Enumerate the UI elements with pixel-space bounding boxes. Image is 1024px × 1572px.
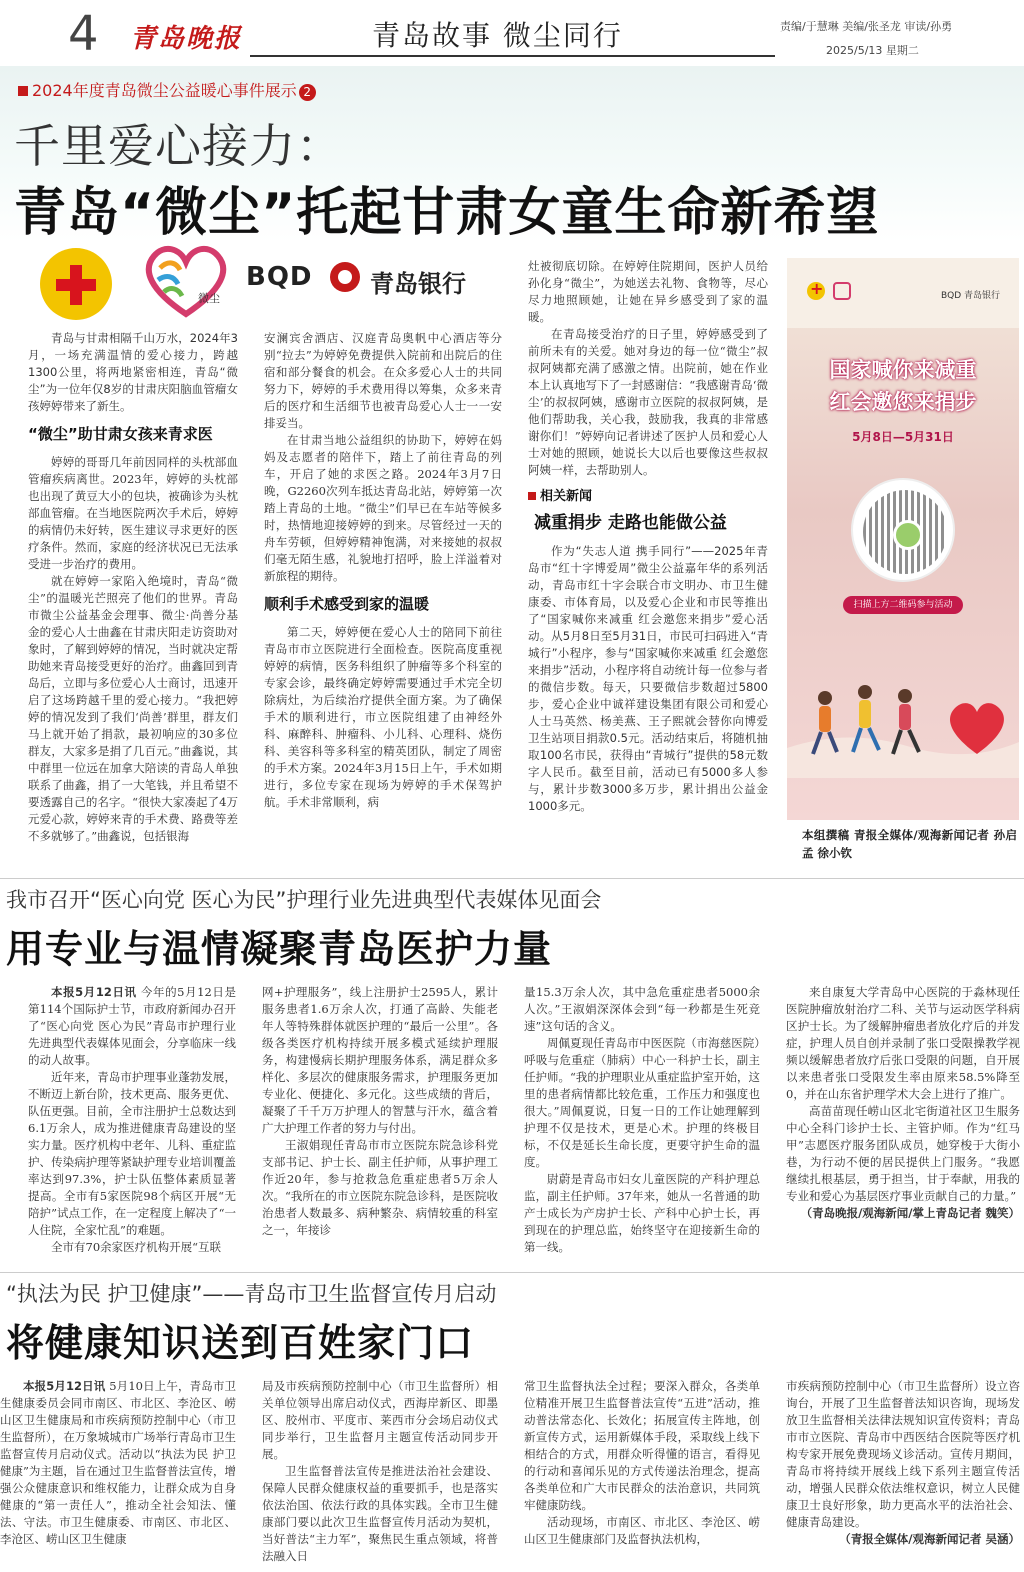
story2-credit: （青岛晚报/观海新闻/掌上青岛记者 魏笑） <box>800 1206 1020 1220</box>
story3-column-2 <box>262 1378 498 1565</box>
paragraph: 在青岛接受治疗的日子里，婷婷感受到了前所未有的关爱。她对身边的每一位“微尘”叔叔阿姨都充满了感激之情。出院前，她在作业本上认真地写下了一封感谢信：“我感谢青岛‘微尘’的叔叔阿姨，感谢市立医院的叔叔阿姨，是他们帮助我，关心我，鼓励我，我真的非常感谢你们！”婷婷向记者讲述了医护人员和爱心人士对她的照顾，她说长大以后也要像这些叔叔阿姨一样，去帮助别人。 <box>528 327 768 477</box>
issue-date: 2025/5/13 星期二 <box>826 44 919 57</box>
column-title: 青岛故事 微尘同行 <box>372 19 623 52</box>
paragraph: 网+护理服务”，线上注册护士2595人，累计服务患者1.6万余人次，打通了高龄、失能老年人等特殊群体就医护理的“最后一公里”。各级各类医疗机构持续开展多模式延续护理服务，构建慢病长期护理服务体系，满足群众多样化、多层次的健康服务需求，护理服务更加专业化、便捷化、多元化。这些成绩的背后，凝聚了千千万万护理人的智慧与汗水，蕴含着广大护理工作者的努力与付出。 <box>262 985 498 1135</box>
paper-logo: 青岛晚报 <box>130 24 243 54</box>
story2-headline: 用专业与温情凝聚青岛医护力量 <box>6 927 553 971</box>
paragraph <box>28 984 236 1069</box>
heart-logo-icon <box>833 282 851 300</box>
section-divider <box>0 1272 1024 1273</box>
series-tag <box>18 78 316 101</box>
paragraph: 尉蔚是青岛市妇女儿童医院的产科护理总监，副主任护师。37年来，她从一名普通的助产士成长为产房护士长、产科中心护士长，再到现在的护理总监，始终坚守在迎接新生命的第一线。 <box>524 1172 760 1254</box>
paragraph: 常卫生监督执法全过程；要深入群众，各类单位精准开展卫生监督普法宣传“五进”活动，推动普法常态化、长效化；拓展宣传主阵地，创新宣传方式，运用新媒体手段，采取线上线下相结合的方式，用群众听得懂的语言，看得见的行动和喜闻乐见的方式传递法治理念，提高各类单位和广大市民群众的法治意识，共同筑牢健康防线。 <box>524 1379 760 1512</box>
story2-column-2 <box>262 984 498 1239</box>
red-cross-icon <box>807 282 825 300</box>
ad-dates: 5月8日—5月31日 <box>852 430 954 444</box>
series-tag-text: 2024年度青岛微尘公益暖心事件展示 <box>32 81 297 100</box>
paragraph-text: 今年的5月12日是第114个国际护士节，市政府新闻办召开了“医心向党 医心为民”青岛市护理行业先进典型代表媒体见面会，分享临床一线的动人故事。 <box>28 985 236 1067</box>
dateline: 本报5月12日讯 <box>23 1379 106 1393</box>
ad-scan-button[interactable]: 扫描上方二维码参与活动 <box>843 596 963 614</box>
weichen-heart-logo-icon <box>140 240 232 320</box>
paragraph: 婷婷的哥哥几年前因同样的头枕部血管瘤疾病离世。2023年，婷婷的头枕部也出现了黄豆大小的包块，被确诊为头枕部血管瘤。在当地医院两次手术后，婷婷的病情仍未好转，医生建议寻求更好的医疗条件。然而，家庭的经济状况已无法承受进一步治疗的费用。 <box>28 455 238 571</box>
paragraph: 就在婷婷一家陷入绝境时，青岛“微尘”的温暖光芒照亮了他们的世界。青岛市微尘公益基金会理事、微尘·尚善分基金的爱心人士曲鑫在甘肃庆阳走访资助对象时，了解到婷婷的情况，当时就决定帮助她来青岛接受更好的治疗。曲鑫回到青岛后，立即与多位爱心人士商讨，迅速开启了这场跨越千里的爱心接力。“我把婷婷的情况发到了我们‘尚善’群里，群友们马上就开始了捐款，最初响应的30多位群友，大家多是捐了几百元。”曲鑫说，其中群里一位远在加拿大陪读的青岛人单独联系了曲鑫，捐了一大笔钱，并且希望不要透露自己的名字。“很快大家凑起了4万元爱心款，婷婷来青的手术费、路费等差不多就够了。”曲鑫说，包括银海 <box>28 574 238 843</box>
story2-column-1 <box>28 984 236 1256</box>
masthead-rule <box>250 55 775 57</box>
series-square-icon <box>18 86 28 96</box>
story1-subhead-2: 顺利手术感受到家的温暖 <box>264 595 430 613</box>
related-square-icon <box>528 492 536 500</box>
bank-logo-icon <box>330 262 360 292</box>
bank-name: 青岛银行 <box>370 270 466 298</box>
paragraph: 第二天，婷婷便在爱心人士的陪同下前往青岛市市立医院进行全面检查。医院高度重视婷婷的病情，医务科组织了肿瘤等多个科室的专家会诊，最终确定婷婷需要通过手术完全切除病灶，为后续治疗提供全面方案。为了确保手术的顺利进行，市立医院组建了由神经外科、麻醉科、肿瘤科、小儿科、心理科、烧伤科、美容科等多科室的精英团队，制定了周密的手术方案。2024年3月15日上午，手术如期进行，多位专家在现场为婷婷的手术保驾护航。手术非常顺利，病 <box>264 625 502 809</box>
story3-column-1 <box>0 1378 236 1548</box>
paragraph: 活动现场，市南区、市北区、李沧区、崂山区卫生健康部门及监督执法机构， <box>524 1515 760 1546</box>
paragraph-text: 5月10日上午，青岛市卫生健康委员会同市南区、市北区、李沧区、崂山区卫生健康局和市疾病预防控制中心（市卫生监督所），在万象城城市广场举行青岛市卫生监督宣传月启动仪式。活动以“执法为民 护卫健康”为主题，旨在通过卫生监督普法宣传，增强公众健康意识和维权能力，让群众成为自身健康的“第一责任人”，推动全社会知法、懂法、守法。市卫生健康委、市南区、市北区、李沧区、崂山区卫生健康 <box>0 1379 237 1546</box>
series-number-badge: 2 <box>299 84 316 101</box>
paragraph: 量15.3万余人次，其中急危重症患者5000余人次。”王淑娟深深体会到“每一秒都是生死竞速”这句话的含义。 <box>524 985 760 1033</box>
story3-credit: （青报全媒体/观海新闻记者 吴涵） <box>839 1532 1020 1546</box>
ad-title-2: 红会邀您来捐步 <box>829 390 977 414</box>
story3-column-3 <box>524 1378 760 1548</box>
heart-icon <box>945 698 1009 756</box>
paragraph: 周佩夏现任青岛市中医医院（市海慈医院）呼吸与危重症（肺病）中心一科护士长，副主任护师。“我的护理职业从重症监护室开始，这里的患者病情都比较危重，工作压力和强度也很大。”周佩夏说，日复一日的工作让她理解到护理不仅是技术，更是心术。护理的终极目标，不仅是延长生命长度，更要守护生命的温度。 <box>524 1036 760 1169</box>
story1-column-2 <box>264 330 502 811</box>
paragraph: 来自康复大学青岛中心医院的于淼林现任医院肿瘤放射治疗二科、关节与运动医学科病区护士长。为了缓解肿瘤患者放化疗后的并发症，护理人员自创并录制了张口受限操教学视频以缓解患者放疗后张口受限的问题，自开展以来患者张口受限发生率由原来58.5%降至0，并在山东省护理学术大会上进行了推广。 <box>786 985 1020 1101</box>
paragraph: 作为“失志人道 携手同行”——2025年青岛市“红十字博爱周”微尘公益嘉年华的系列活动，青岛市红十字会联合市文明办、市卫生健康委、市体育局，以及爱心企业和市民等推出了“国家喊你来减重 红会邀您来捐步”爱心活动。从5月8日至5月31日，市民可扫码进入“青城行”小程序，参与“国家喊你来减重 红会邀您来捐步”活动，小程序将自动统计每一位参与者的微信步数。每天，只要微信步数超过5800步，爱心企业中诚祥建设集团有限公司和爱心人士马英然、杨美燕、王子熙就会替你向博爱卫生站项目捐款0.5元。活动结束后，将随机抽取100名市民，获得由“青城行”提供的58元数字人民币。截至目前，活动已有5000多人参与，累计步数3000多万步，累计捐出公益金1000多元。 <box>528 544 768 813</box>
editor-credits: 责编/于慧琳 美编/张圣龙 审读/孙勇 <box>780 20 953 33</box>
story1-subhead-1: “微尘”助甘肃女孩来青求医 <box>28 425 213 443</box>
story1-column-1 <box>28 330 238 845</box>
sponsor-logos <box>30 240 520 330</box>
story1-header <box>0 66 1024 242</box>
related-news-label <box>528 485 768 504</box>
masthead <box>0 0 1024 66</box>
paragraph: 灶被彻底切除。在婷婷住院期间，医护人员给孙化身“微尘”，为她送去礼物、食物等，尽心尽力地照顾她，让她在异乡感受到了家的温暖。 <box>528 259 768 324</box>
red-cross-logo-icon <box>40 248 112 320</box>
paragraph: 在甘肃当地公益组织的协助下，婷婷在妈妈及志愿者的陪伴下，踏上了前往青岛的列车，开启了她的求医之路。2024年3月7日晚，G2260次列车抵达青岛北站，婷婷第一次踏上青岛的土地。“微尘”们早已在车站等候多时，热情地迎接婷婷的到来。尽管经过一天的舟车劳顿，但婷婷精神饱满，对来接她的叔叔们毫无陌生感，礼貌地打招呼，脸上洋溢着对新旅程的期待。 <box>264 433 502 583</box>
paragraph: 安澜宾舍酒店、汉庭青岛奥帆中心酒店等分别“拉去”为婷婷免费提供入院前和出院后的住宿和部分餐食的机会。在众多爱心人士的共同努力下，婷婷的手术费用得以筹集，众多来青后的医疗和生活细节也被青岛爱心人士一一安排妥当。 <box>264 331 502 430</box>
ad-title-1: 国家喊你来减重 <box>829 358 977 382</box>
story3-column-4 <box>786 1378 1020 1548</box>
dateline: 本报5月12日讯 <box>51 985 137 999</box>
related-news-title: 减重捐步 走路也能做公益 <box>534 513 727 533</box>
story3-kicker: “执法为民 护卫健康”——青岛市卫生监督宣传月启动 <box>6 1282 497 1306</box>
ad-header <box>787 258 1019 328</box>
story2-column-3 <box>524 984 760 1256</box>
paragraph: 卫生监督普法宣传是推进法治社会建设、保障人民群众健康权益的重要抓手，也是落实依法治国、依法行政的具体实践。全市卫生健康部门要以此次卫生监督宣传月活动为契机，当好普法“主力军”，聚焦民生重点领域，将普法融入日 <box>262 1464 498 1563</box>
story1-lead: 青岛与甘肃相隔千山万水，2024年3月，一场充满温情的爱心接力，跨越1300公里，将两地紧密相连，青岛“微尘”为一位年仅8岁的甘肃庆阳脑血管瘤女孩婷婷带来了新生。 <box>28 331 238 413</box>
story1-kicker: 千里爱心接力： <box>14 119 343 173</box>
weichen-label: 微尘 <box>198 292 220 305</box>
section-divider <box>0 878 1024 879</box>
story1-column-3 <box>528 258 768 815</box>
paragraph: 王淑娟现任青岛市市立医院东院急诊科党支部书记、护士长、副主任护师，从事护理工作近20年，参与抢救急危重症患者5万余人次。“我所在的市立医院东院急诊科，是医院收治患者人数最多、病种繁杂、病情较重的科室之一，年接诊 <box>262 1138 498 1237</box>
paragraph: 高苗苗现任崂山区北宅街道社区卫生服务中心全科门诊护士长、主管护师。作为“红马甲”志愿医疗服务团队成员，她穿梭于大街小巷，为行动不便的居民提供上门服务。“我愿继续扎根基层，勇于担当，甘于奉献，用我的专业和爱心为基层医疗事业贡献自己的力量。” <box>786 1104 1020 1203</box>
paragraph <box>0 1378 236 1548</box>
ad-brand: BQD 青岛银行 <box>941 291 1001 301</box>
story1-headline: 青岛“微尘”托起甘肃女童生命新希望 <box>14 183 880 243</box>
story2-column-4 <box>786 984 1020 1222</box>
story1-credit: 本组撰稿 青报全媒体/观海新闻记者 孙启孟 徐小钦 <box>802 828 1017 860</box>
paragraph: 近年来，青岛市护理事业蓬勃发展，不断迈上新台阶，技术更高、服务更优、队伍更强。目前，全市注册护士总数达到6.1万余人，成为推进健康青岛建设的坚实力量。医疗机构中老年、儿科、重症监护、传染病护理等紧缺护理专业培训覆盖率达到97.3%，护士队伍整体素质显著提高。全市有5家医院98个病区开展“无陪护”试点工作，在一定程度上解决了“一人住院，全家忙乱”的难题。 <box>28 1070 236 1237</box>
related-label-text: 相关新闻 <box>540 489 593 504</box>
story2-kicker: 我市召开“医心向党 医心为民”护理行业先进典型代表媒体见面会 <box>6 888 602 912</box>
bqd-logo: BQD <box>246 262 313 292</box>
paragraph: 市疾病预防控制中心（市卫生监督所）设立咨询台，开展了卫生监督普法知识咨询，现场发放卫生监督相关法律法规知识宣传资料；青岛市市立医院、青岛市中西医结合医院等医疗机构专家开展免费现场义诊活动。宣传月期间，青岛市将持续开展线上线下系列主题宣传活动，增强人民群众依法维权意识，树立人民健康卫士良好形象，助力更高水平的法治社会、健康青岛建设。 <box>786 1379 1020 1529</box>
qr-code-icon[interactable] <box>851 478 955 582</box>
paragraph: 局及市疾病预防控制中心（市卫生监督所）相关单位领导出席启动仪式，西海岸新区、即墨区、胶州市、平度市、莱西市分会场启动仪式同步举行，卫生监督月主题宣传活动同步开展。 <box>262 1379 498 1461</box>
charity-ad <box>787 258 1019 820</box>
paragraph: 全市有70余家医疗机构开展“互联 <box>51 1240 222 1254</box>
story3-headline: 将健康知识送到百姓家门口 <box>6 1321 475 1365</box>
page-number: 4 <box>68 6 99 62</box>
